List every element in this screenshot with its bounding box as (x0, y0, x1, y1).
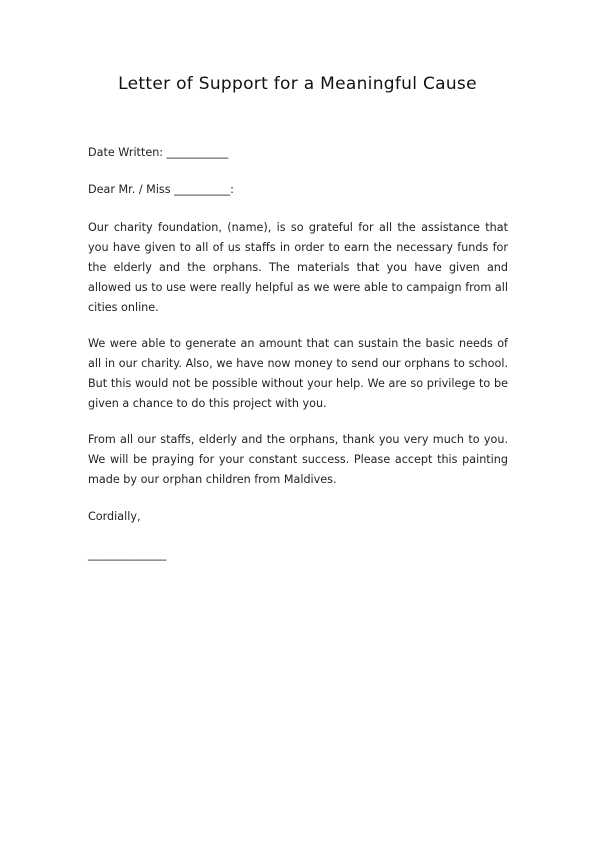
closing: Cordially, (88, 510, 141, 523)
body-paragraph-3: From all our staffs, elderly and the orphans, thank you very much to you. We will be praying for your constant success. Please accept this painting made by our orphan children from Maldives. (88, 433, 508, 486)
date-written-line: Date Written: ___________ (88, 146, 229, 159)
body-paragraph-1: Our charity foundation, (name), is so grateful for all the assistance that you have given to all of us staffs in order to earn the necessary funds for the elderly and the orphans. The materials that you have given and allowed us to use were really helpful as we were able to campaign from all cities online. (88, 221, 508, 314)
signature-line: ______________ (88, 548, 167, 561)
body-paragraph-2: We were able to generate an amount that can sustain the basic needs of all in our charity. Also, we have now money to send our orphans to school. But this would not be possible without your help. We are so privilege to be given a chance to do this project with you. (88, 337, 508, 410)
salutation: Dear Mr. / Miss __________: (88, 183, 234, 196)
letter-title: Letter of Support for a Meaningful Cause (118, 74, 477, 94)
